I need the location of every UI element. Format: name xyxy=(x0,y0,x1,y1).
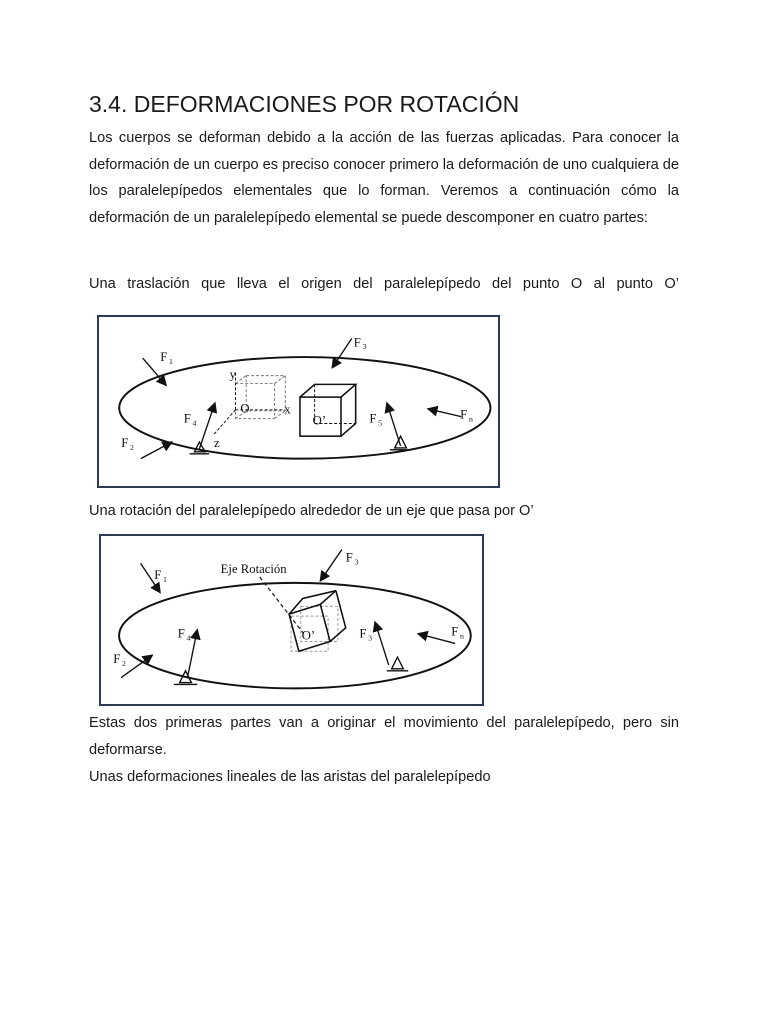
force-f3-label: F xyxy=(353,335,361,350)
force-fn-sub: n xyxy=(468,414,473,424)
supports xyxy=(190,436,412,454)
translation-paragraph: Una traslación que lleva el origen del paralelepípedo del punto O al punto O’ xyxy=(89,276,679,292)
force-f2-label: F xyxy=(113,651,121,666)
force-f5-sub: 5 xyxy=(378,418,383,428)
axis-z-label: z xyxy=(214,435,220,450)
force-fn-label: F xyxy=(460,407,468,422)
force-f5-sub: 3 xyxy=(368,633,373,643)
force-f3-sub: 3 xyxy=(362,342,367,352)
axis-y-label: y xyxy=(229,367,236,382)
axis-rotation-label: Eje Rotación xyxy=(220,562,287,577)
point-o-label: O xyxy=(240,401,250,416)
body-ellipse xyxy=(119,357,490,459)
supports xyxy=(174,657,408,684)
force-f1-label: F xyxy=(160,349,168,364)
force-f3-sub: 3 xyxy=(354,557,359,567)
translation-figure xyxy=(97,315,500,488)
force-arrows xyxy=(121,550,455,678)
axis-x-label: x xyxy=(284,402,291,417)
rotation-figure xyxy=(99,534,484,706)
cube-rotated xyxy=(289,591,346,652)
cube-translated xyxy=(300,384,356,436)
rotation-paragraph: Una rotación del paralelepípedo alrededor de un eje que pasa por O’ xyxy=(89,503,534,519)
axes xyxy=(214,371,285,434)
point-o-prime-label: O’ xyxy=(301,628,316,643)
movement-paragraph: Estas dos primeras partes van a originar el movimiento del paralelepípedo, pero sin deformarse. xyxy=(89,715,679,758)
force-f2-sub: 2 xyxy=(122,658,126,668)
force-f5-label: F xyxy=(369,411,377,426)
force-f2-label: F xyxy=(121,435,129,450)
force-f1-label: F xyxy=(154,567,162,582)
force-f3-label: F xyxy=(345,550,353,565)
force-f1-sub: 1 xyxy=(163,574,167,584)
force-f5-label: F xyxy=(359,626,367,641)
force-fn-sub: n xyxy=(459,631,464,641)
force-f2-sub: 2 xyxy=(129,442,134,452)
force-f4-label: F xyxy=(183,411,191,426)
point-o-prime-label: O’ xyxy=(312,413,327,428)
translation-diagram xyxy=(99,317,498,486)
force-f4-label: F xyxy=(177,626,185,641)
force-f4-sub: 4 xyxy=(192,418,197,428)
rotation-diagram xyxy=(101,536,482,704)
force-f4-sub: 4 xyxy=(186,633,191,643)
force-f1-sub: 1 xyxy=(169,356,173,366)
section-title: 3.4. DEFORMACIONES POR ROTACIÓN xyxy=(89,91,520,117)
force-fn-label: F xyxy=(451,624,459,639)
linear-deformation-paragraph: Unas deformaciones lineales de las aristas del paralelepípedo xyxy=(89,769,491,785)
intro-paragraph: Los cuerpos se deforman debido a la acción de las fuerzas aplicadas. Para conocer la deformación de un cuerpo es preciso conocer primero la deformación de uno cualquiera de los paralelepípedos elementales que lo forman. Veremos a continuación cómo la deformación de un paralelepípedo elemental se puede descomponer en cuatro partes: xyxy=(89,130,679,226)
